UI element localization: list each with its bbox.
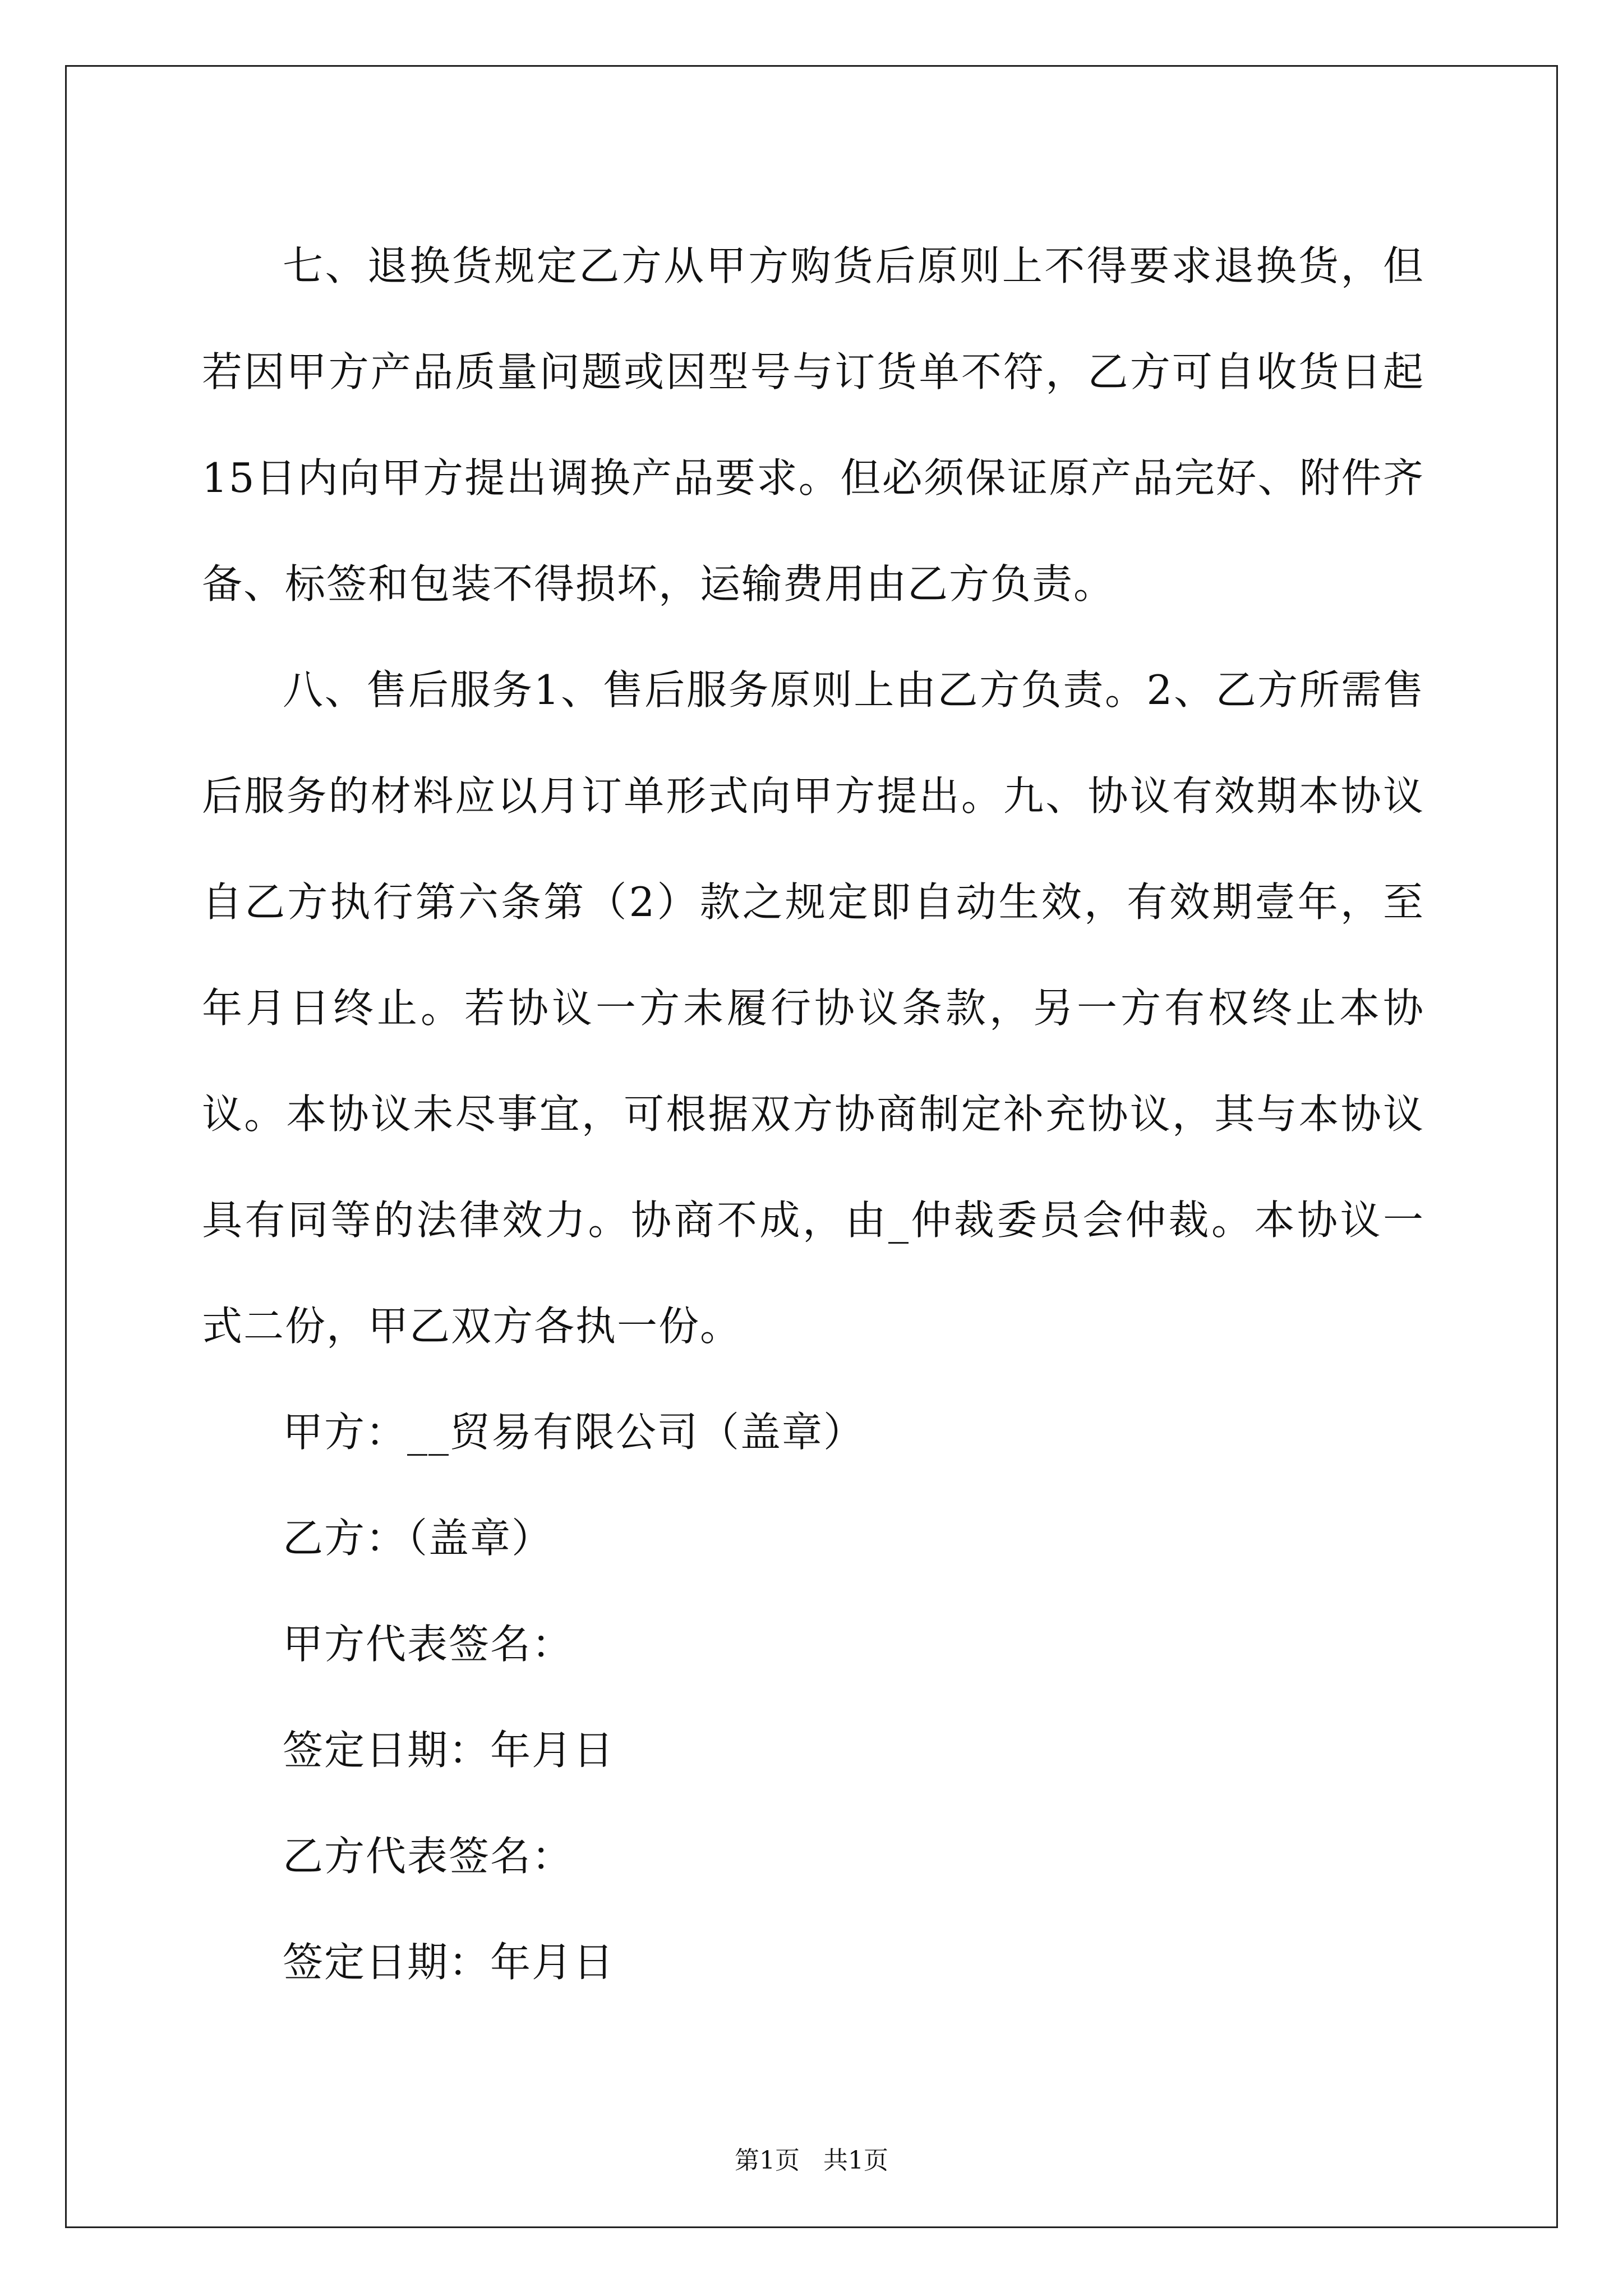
document-body	[202, 213, 1424, 2016]
page-number-footer: 第1页 共1页	[735, 2146, 888, 2175]
party-a-representative-line: 甲方代表签名：	[283, 1621, 574, 1668]
party-a-line: 甲方：__贸易有限公司（盖章）	[283, 1409, 865, 1456]
paragraph-after-sales: 八、售后服务1、售后服务原则上由乙方负责。2、乙方所需售后服务的材料应以月订单形式向甲方提出。九、协议有效期本协议自乙方执行第六条第（2）款之规定即自动生效，有效期壹年，至年月日终止。若协议一方未履行协议条款，另一方有权终止本协议。本协议未尽事宜，可根据双方协商制定补充协议，其与本协议具有同等的法律效力。协商不成，由_仲裁委员会仲裁。本协议一式二份，甲乙双方各执一份。	[202, 666, 1424, 1350]
party-b-date-line: 签定日期：年月日	[283, 1939, 615, 1986]
party-b-line: 乙方：（盖章）	[283, 1515, 554, 1562]
party-a-date-line: 签定日期：年月日	[283, 1727, 615, 1774]
party-b-representative-line: 乙方代表签名：	[283, 1833, 574, 1880]
paragraph-return-policy: 七、退换货规定乙方从甲方购货后原则上不得要求退换货，但若因甲方产品质量问题或因型号与订货单不符，乙方可自收货日起15日内向甲方提出调换产品要求。但必须保证原产品完好、附件齐备、标签和包装不得损坏，运输费用由乙方负责。	[202, 242, 1424, 608]
